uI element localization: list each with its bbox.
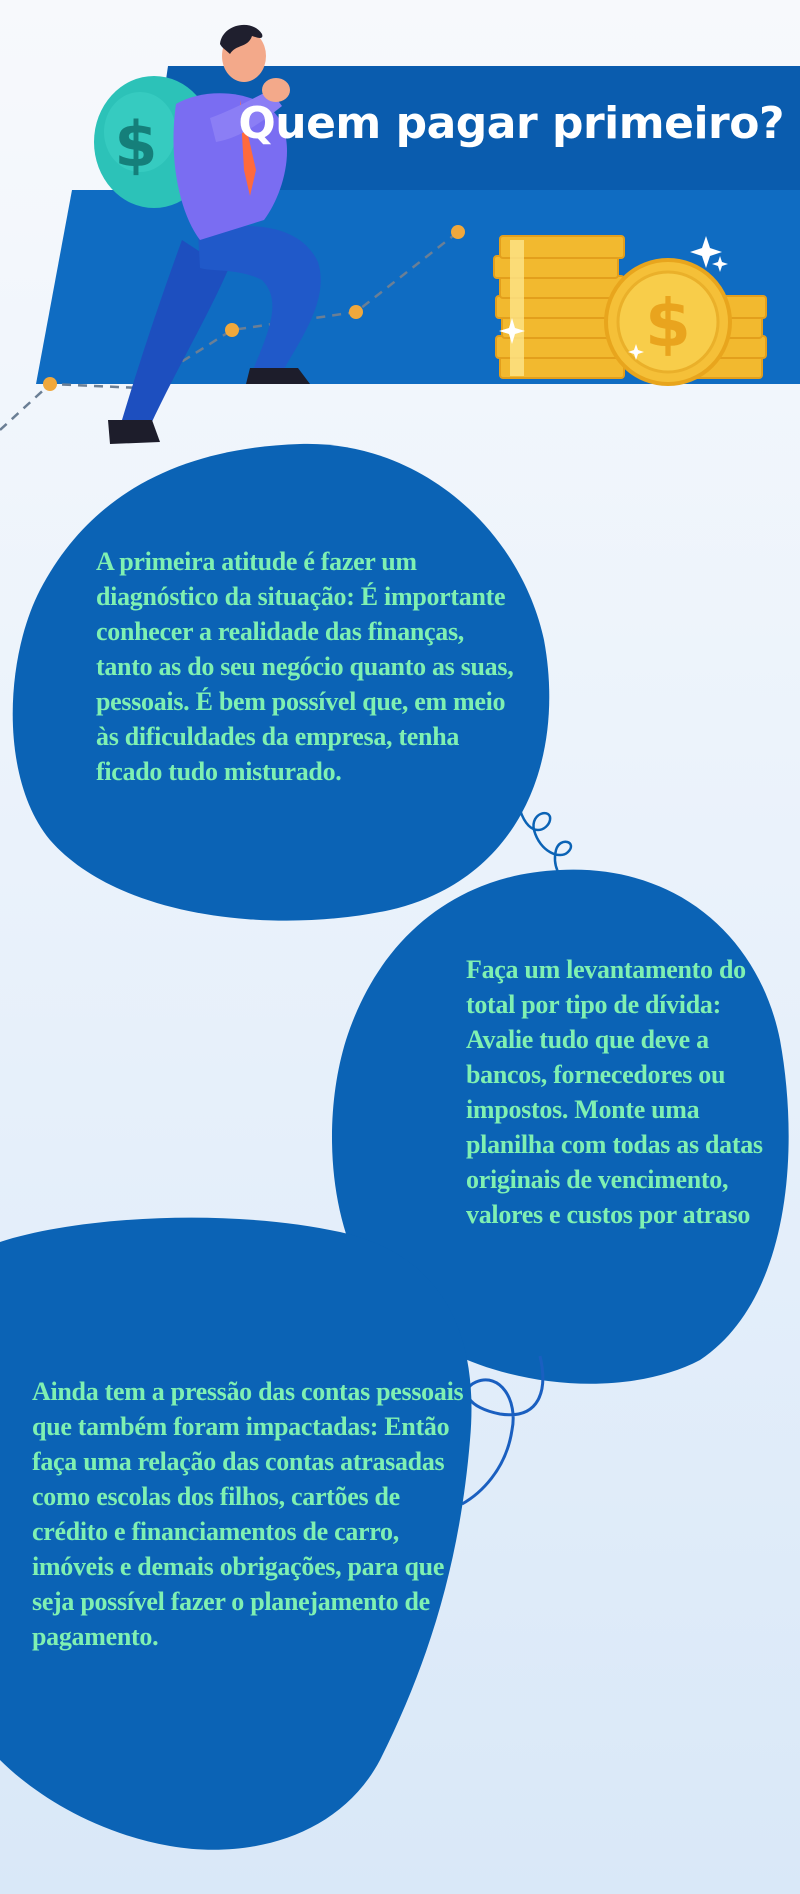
svg-text:$: $: [645, 285, 691, 362]
bubble-1-text: A primeira atitude é fazer um diagnóstico da situação: É importante conhecer a realidade das finanças, tanto as do seu negócio quanto as suas, pessoais. É bem possível que, em meio às dificuldades da empresa, tenha ficado tudo misturado.: [96, 547, 514, 786]
bubble-2-text: Faça um levantamento do total por tipo de dívida: Avalie tudo que deve a bancos, fornecedores ou impostos. Monte uma planilha com todas as datas originais de vencimento, valores e custos por atraso: [466, 955, 763, 1229]
page-title: Quem pagar primeiro?: [238, 98, 784, 149]
dollar-sign-icon: $: [114, 108, 158, 181]
bubble-3-text: Ainda tem a pressão das contas pessoais que também foram impactadas: Então faça uma relação das contas atrasadas como escolas dos filhos, cartões de crédito e financiamentos de carro, imóveis e demais obrigações, para que seja possível fazer o planejamento de pagamento.: [32, 1377, 464, 1651]
